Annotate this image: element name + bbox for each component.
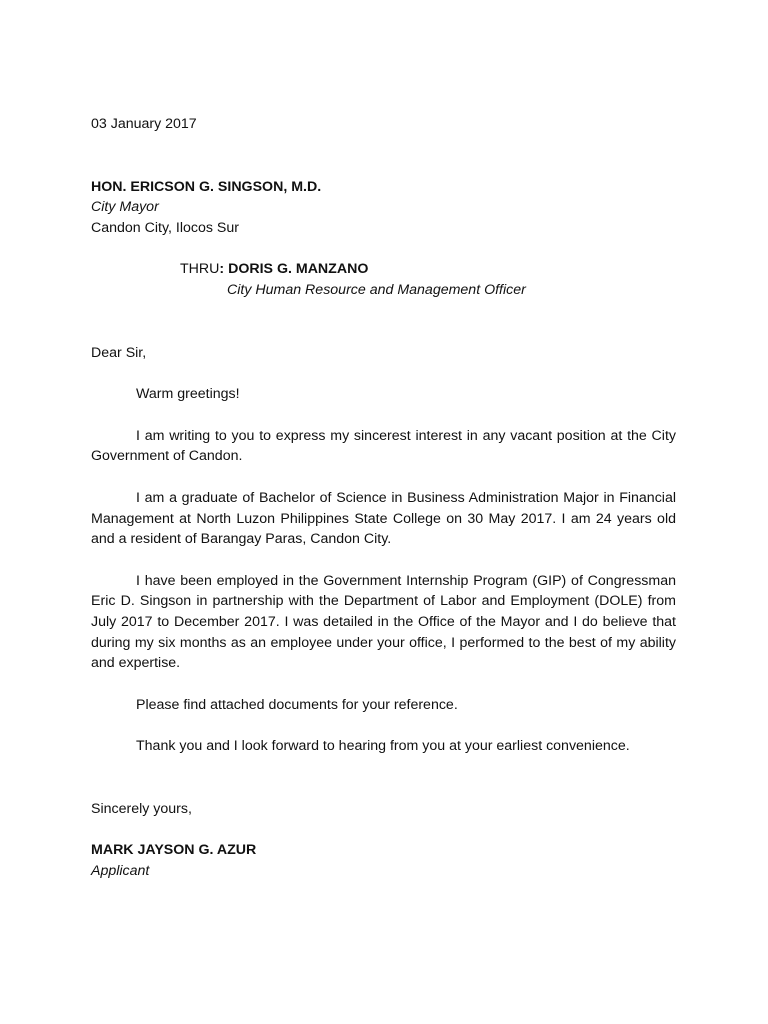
paragraph-experience: I have been employed in the Government Internship Program (GIP) of Congressman Eric D. Singson in partnership with the Department of Labor and Employment (DOLE) from July 2017 to December 2017. I was detailed in the Office of the Mayor and I do believe that during my six months as an employee under your office, I performed to the best of my ability and expertise. <box>91 572 676 672</box>
letter-body <box>91 114 676 882</box>
paragraph-education: I am a graduate of Bachelor of Science in Business Administration Major in Financial Management at North Luzon Philippines State College on 30 May 2017. I am 24 years old and a resident of Barangay Paras, Candon City. <box>91 489 676 548</box>
paragraph-attachments: Please find attached documents for your reference. <box>136 696 458 713</box>
thru-name: DORIS G. MANZANO <box>228 261 369 278</box>
greeting: Warm greetings! <box>136 386 240 403</box>
thru-title: City Human Resource and Management Officer <box>227 281 526 298</box>
signatory-title: Applicant <box>91 863 150 880</box>
thru-line <box>180 259 676 280</box>
thru-prefix: THRU <box>180 261 220 278</box>
paragraph-interest: I am writing to you to express my sincerest interest in any vacant position at the City Government of Candon. <box>91 427 676 465</box>
closing: Sincerely yours, <box>91 800 192 817</box>
recipient-address: Candon City, Ilocos Sur <box>91 219 239 236</box>
signatory-name: MARK JAYSON G. AZUR <box>91 842 257 859</box>
thru-colon: : <box>219 261 229 278</box>
salutation: Dear Sir, <box>91 344 147 361</box>
letter-date: 03 January 2017 <box>91 116 197 132</box>
paragraph-thanks: Thank you and I look forward to hearing from you at your earliest convenience. <box>136 738 630 755</box>
recipient-title: City Mayor <box>91 199 159 216</box>
recipient-name: HON. ERICSON G. SINGSON, M.D. <box>91 178 322 195</box>
